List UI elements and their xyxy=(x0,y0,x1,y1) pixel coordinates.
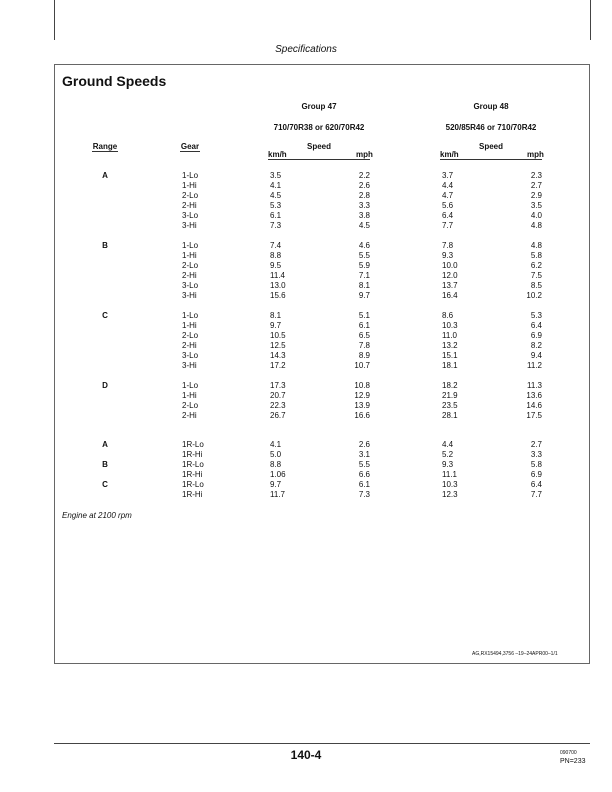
mph-cell: 7.3 xyxy=(358,490,370,499)
kmh-cell: 13.0 xyxy=(270,281,286,290)
mph-cell: 2.3 xyxy=(530,171,542,180)
mph-cell: 6.9 xyxy=(530,470,542,479)
kmh-cell: 4.4 xyxy=(442,440,454,449)
mph-cell: 6.4 xyxy=(530,480,542,489)
gear-cell: 2-Hi xyxy=(182,411,197,420)
mph-cell: 2.9 xyxy=(530,191,542,200)
gear-cell: 2-Hi xyxy=(182,271,197,280)
gear-cell: 1R-Hi xyxy=(182,450,203,459)
mph-cell: 6.1 xyxy=(358,321,370,330)
mph-cell: 3.3 xyxy=(358,201,370,210)
mph-cell: 4.8 xyxy=(530,241,542,250)
kmh-cell: 8.6 xyxy=(442,311,454,320)
kmh-cell: 14.3 xyxy=(270,351,286,360)
kmh-cell: 9.7 xyxy=(270,480,282,489)
mph-cell: 4.5 xyxy=(358,221,370,230)
mph-cell: 14.6 xyxy=(526,401,542,410)
kmh-cell: 4.4 xyxy=(442,181,454,190)
mph-cell: 2.8 xyxy=(358,191,370,200)
kmh-cell: 3.5 xyxy=(270,171,282,180)
mph-cell: 11.3 xyxy=(527,381,542,390)
kmh-cell: 20.7 xyxy=(270,391,286,400)
mph-cell: 6.4 xyxy=(530,321,542,330)
kmh-cell: 10.3 xyxy=(442,480,458,489)
mph-cell: 7.1 xyxy=(358,271,370,280)
speed-underline-47 xyxy=(268,159,370,160)
kmh-cell: 1.06 xyxy=(270,470,286,479)
range-label: C xyxy=(102,480,108,489)
mph-cell: 10.2 xyxy=(526,291,542,300)
gear-cell: 3-Hi xyxy=(182,361,197,370)
reference-code: AG,RX15494,3756 –19–24APR00–1/1 xyxy=(472,651,558,657)
kmh-cell: 21.9 xyxy=(442,391,458,400)
mph-cell: 5.8 xyxy=(530,251,542,260)
kmh-cell: 7.8 xyxy=(442,241,454,250)
gear-cell: 1R-Lo xyxy=(182,440,204,449)
kmh-cell: 5.0 xyxy=(270,450,282,459)
gear-cell: 3-Lo xyxy=(182,281,199,290)
gear-cell: 1-Hi xyxy=(182,391,197,400)
gear-cell: 1R-Lo xyxy=(182,480,204,489)
footer-pn: PN=233 xyxy=(560,758,586,765)
engine-note: Engine at 2100 rpm xyxy=(62,511,132,520)
kmh-cell: 4.1 xyxy=(270,181,282,190)
mph-cell: 6.2 xyxy=(530,261,542,270)
mph-cell: 8.1 xyxy=(358,281,370,290)
gear-cell: 2-Lo xyxy=(182,191,199,200)
gear-cell: 3-Hi xyxy=(182,291,197,300)
gear-cell: 1-Lo xyxy=(182,311,199,320)
mph-cell: 13.6 xyxy=(526,391,542,400)
kmh-cell: 11.1 xyxy=(442,470,457,479)
speed-heading-47: Speed xyxy=(306,142,332,151)
kmh-cell: 5.6 xyxy=(442,201,454,210)
gear-cell: 1R-Hi xyxy=(182,490,203,499)
kmh-cell: 18.2 xyxy=(442,381,458,390)
gear-cell: 1-Hi xyxy=(182,321,197,330)
kmh-cell: 13.7 xyxy=(442,281,458,290)
kmh-cell: 17.2 xyxy=(270,361,286,370)
gear-cell: 3-Lo xyxy=(182,351,199,360)
kmh-cell: 15.6 xyxy=(270,291,286,300)
gear-cell: 1-Lo xyxy=(182,171,199,180)
range-label: A xyxy=(102,440,108,449)
mph-cell: 5.3 xyxy=(530,311,542,320)
group47-heading: Group 47 xyxy=(301,102,337,111)
range-heading: Range xyxy=(92,142,118,151)
kmh-cell: 11.0 xyxy=(442,331,457,340)
gear-cell: 1-Hi xyxy=(182,251,197,260)
gear-cell: 1R-Lo xyxy=(182,460,204,469)
mph-cell: 2.7 xyxy=(530,440,542,449)
kmh-cell: 4.1 xyxy=(270,440,282,449)
kmh-cell: 7.3 xyxy=(270,221,282,230)
top-left-rule xyxy=(54,0,55,40)
mph-cell: 3.5 xyxy=(530,201,542,210)
mph-cell: 6.1 xyxy=(358,480,370,489)
page-number: 140-4 xyxy=(290,748,322,762)
mph-cell: 10.7 xyxy=(354,361,370,370)
mph-cell: 8.9 xyxy=(358,351,370,360)
kmh-cell: 8.8 xyxy=(270,460,282,469)
kmh-cell: 6.4 xyxy=(442,211,454,220)
mph-cell: 2.6 xyxy=(358,440,370,449)
kmh-heading-48: km/h xyxy=(440,150,459,159)
mph-cell: 6.6 xyxy=(358,470,370,479)
gear-cell: 1R-Hi xyxy=(182,470,203,479)
kmh-cell: 15.1 xyxy=(442,351,458,360)
kmh-cell: 4.7 xyxy=(442,191,454,200)
mph-cell: 7.5 xyxy=(530,271,542,280)
range-label: D xyxy=(102,381,108,390)
range-label: B xyxy=(102,241,108,250)
kmh-cell: 22.3 xyxy=(270,401,286,410)
kmh-cell: 10.0 xyxy=(442,261,458,270)
mph-cell: 3.1 xyxy=(358,450,370,459)
kmh-cell: 11.4 xyxy=(270,271,285,280)
kmh-cell: 13.2 xyxy=(442,341,458,350)
kmh-cell: 7.4 xyxy=(270,241,282,250)
mph-cell: 3.3 xyxy=(530,450,542,459)
group47-tires: 710/70R38 or 620/70R42 xyxy=(273,123,365,132)
kmh-cell: 8.1 xyxy=(270,311,282,320)
footer-date: 090700 xyxy=(560,750,577,756)
group48-tires: 520/85R46 or 710/70R42 xyxy=(445,123,537,132)
mph-cell: 6.9 xyxy=(530,331,542,340)
kmh-cell: 5.3 xyxy=(270,201,282,210)
range-label: C xyxy=(102,311,108,320)
mph-cell: 7.7 xyxy=(530,490,542,499)
kmh-cell: 9.7 xyxy=(270,321,282,330)
kmh-cell: 17.3 xyxy=(270,381,286,390)
mph-cell: 9.4 xyxy=(530,351,542,360)
mph-heading-48: mph xyxy=(527,150,544,159)
range-label: B xyxy=(102,460,108,469)
kmh-cell: 6.1 xyxy=(270,211,282,220)
gear-cell: 2-Lo xyxy=(182,401,199,410)
mph-cell: 6.5 xyxy=(358,331,370,340)
kmh-cell: 23.5 xyxy=(442,401,458,410)
gear-cell: 2-Lo xyxy=(182,331,199,340)
gear-cell: 3-Lo xyxy=(182,211,199,220)
mph-cell: 2.6 xyxy=(358,181,370,190)
mph-cell: 8.5 xyxy=(530,281,542,290)
speed-underline-48 xyxy=(440,159,542,160)
mph-cell: 3.8 xyxy=(358,211,370,220)
mph-cell: 17.5 xyxy=(526,411,542,420)
gear-cell: 1-Lo xyxy=(182,241,199,250)
kmh-cell: 9.3 xyxy=(442,251,454,260)
mph-cell: 2.7 xyxy=(530,181,542,190)
kmh-cell: 8.8 xyxy=(270,251,282,260)
kmh-cell: 12.0 xyxy=(442,271,458,280)
mph-heading-47: mph xyxy=(356,150,373,159)
mph-cell: 12.9 xyxy=(354,391,370,400)
kmh-cell: 12.3 xyxy=(442,490,458,499)
kmh-cell: 16.4 xyxy=(442,291,458,300)
gear-cell: 3-Hi xyxy=(182,221,197,230)
top-right-rule xyxy=(590,0,591,40)
range-label: A xyxy=(102,171,108,180)
gear-heading-underline xyxy=(180,151,200,152)
kmh-cell: 10.5 xyxy=(270,331,286,340)
kmh-cell: 9.3 xyxy=(442,460,454,469)
kmh-cell: 3.7 xyxy=(442,171,454,180)
mph-cell: 2.2 xyxy=(358,171,370,180)
speed-heading-48: Speed xyxy=(478,142,504,151)
footer-rule xyxy=(54,743,590,744)
mph-cell: 10.8 xyxy=(354,381,370,390)
mph-cell: 5.5 xyxy=(358,251,370,260)
kmh-cell: 12.5 xyxy=(270,341,286,350)
gear-cell: 1-Hi xyxy=(182,181,197,190)
mph-cell: 11.2 xyxy=(527,361,542,370)
mph-cell: 5.9 xyxy=(358,261,370,270)
mph-cell: 4.0 xyxy=(530,211,542,220)
gear-cell: 1-Lo xyxy=(182,381,199,390)
kmh-cell: 26.7 xyxy=(270,411,286,420)
kmh-cell: 9.5 xyxy=(270,261,282,270)
section-header: Specifications xyxy=(275,44,337,55)
group48-heading: Group 48 xyxy=(473,102,509,111)
mph-cell: 9.7 xyxy=(358,291,370,300)
page-title: Ground Speeds xyxy=(62,73,167,89)
kmh-cell: 4.5 xyxy=(270,191,282,200)
kmh-cell: 11.7 xyxy=(270,490,285,499)
gear-heading: Gear xyxy=(180,142,200,151)
mph-cell: 13.9 xyxy=(354,401,370,410)
mph-cell: 5.8 xyxy=(530,460,542,469)
mph-cell: 5.5 xyxy=(358,460,370,469)
kmh-cell: 10.3 xyxy=(442,321,458,330)
kmh-cell: 7.7 xyxy=(442,221,454,230)
range-heading-underline xyxy=(92,151,118,152)
mph-cell: 4.8 xyxy=(530,221,542,230)
gear-cell: 2-Lo xyxy=(182,261,199,270)
mph-cell: 5.1 xyxy=(358,311,370,320)
gear-cell: 2-Hi xyxy=(182,341,197,350)
kmh-cell: 18.1 xyxy=(442,361,458,370)
mph-cell: 16.6 xyxy=(354,411,370,420)
mph-cell: 8.2 xyxy=(530,341,542,350)
content-frame xyxy=(54,64,590,664)
mph-cell: 7.8 xyxy=(358,341,370,350)
kmh-cell: 28.1 xyxy=(442,411,458,420)
mph-cell: 4.6 xyxy=(358,241,370,250)
kmh-cell: 5.2 xyxy=(442,450,454,459)
kmh-heading-47: km/h xyxy=(268,150,287,159)
gear-cell: 2-Hi xyxy=(182,201,197,210)
